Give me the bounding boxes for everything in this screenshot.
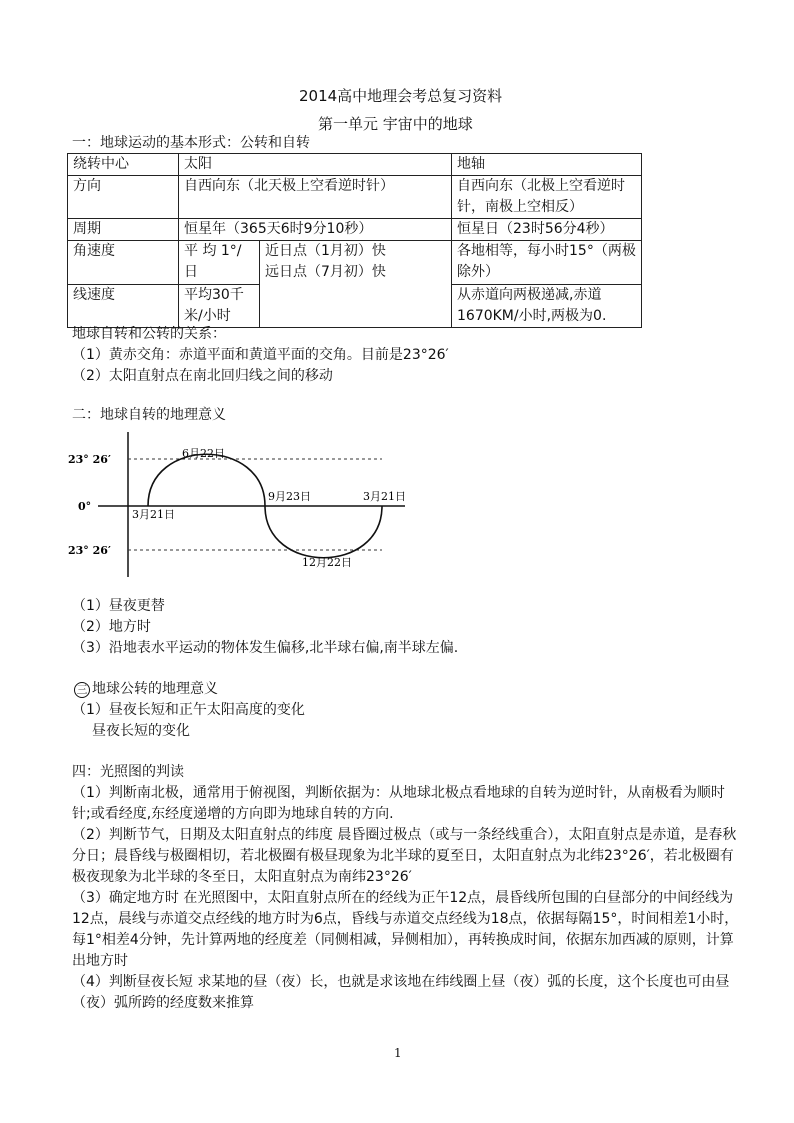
date-label-december: 12月22日 <box>302 556 352 569</box>
date-label-september: 9月23日 <box>268 490 311 503</box>
table-cell-perihelion <box>260 241 452 328</box>
section-2-item: （3）沿地表水平运动的物体发生偏移,北半球右偏,南半球左偏. <box>72 640 459 656</box>
perihelion-text: 近日点（1月初）快 <box>265 243 386 259</box>
document-title: 2014高中地理会考总复习资料 <box>299 87 503 105</box>
table-cell: 地轴 <box>452 154 642 176</box>
table-row <box>68 176 642 219</box>
date-label-june: 6月22日 <box>182 447 225 460</box>
section-3-number: 三 <box>74 682 90 698</box>
table-cell: 方向 <box>68 176 179 219</box>
table-cell: 恒星日（23时56分4秒） <box>452 219 642 241</box>
section-4-body <box>72 783 740 1014</box>
table-cell: 绕转中心 <box>68 154 179 176</box>
table-cell: 各地相等，每小时15°（两极除外） <box>452 241 642 285</box>
page-number: 1 <box>394 1046 402 1060</box>
table-cell: 恒星年（365天6时9分10秒） <box>179 219 452 241</box>
section-3-item: （1）昼夜长短和正午太阳高度的变化 <box>72 702 305 718</box>
date-label-march-end: 3月21日 <box>363 490 406 503</box>
table-row <box>68 241 642 285</box>
table-cell: 太阳 <box>179 154 452 176</box>
sun-direct-point-diagram <box>60 432 420 582</box>
section-3-title: 地球公转的地理意义 <box>92 681 218 697</box>
paragraph: （4）判断昼夜长短 求某地的昼（夜）长，也就是求该地在纬线圈上昼（夜）弧的长度，这个长度也可由昼（夜）弧所跨的经度数来推算 <box>72 974 730 1011</box>
paragraph: （2）判断节气，日期及太阳直射点的纬度 晨昏圈过极点（或与一条经线重合），太阳直射点是赤道，是春秋分日；晨昏线与极圈相切，若北极圈有极昼现象为北半球的夏至日，太阳直射点为北纬23°26′，若北极圈有极夜现象为北半球的冬至日，太阳直射点为南纬23°26′ <box>72 827 737 885</box>
relation-heading: 地球自转和公转的关系： <box>72 326 226 342</box>
section-2-item: （1）昼夜更替 <box>72 598 165 614</box>
table-cell: 从赤道向两极递减,赤道1670KM/小时,两极为0. <box>452 285 642 328</box>
section-2-item: （2）地方时 <box>72 619 151 635</box>
paragraph: （3）确定地方时 在光照图中，太阳直射点所在的经线为正午12点，晨昏线所包围的白昼部分的中间经线为12点，晨线与赤道交点经线的地方时为6点，昏线与赤道交点经线为18点，依据每隔15°，时间相差1小时，每1°相差4分钟，先计算两地的经度差（同侧相减，异侧相加），再转换成时间，依据东加西减的原则，计算出地方时 <box>72 890 739 969</box>
relation-item: （2）太阳直射点在南北回归线之间的移动 <box>72 368 333 384</box>
table-cell: 自西向东（北天极上空看逆时针） <box>179 176 452 219</box>
section-1-heading: 一：地球运动的基本形式：公转和自转 <box>72 135 310 151</box>
date-label-march: 3月21日 <box>132 508 175 521</box>
section-3-heading <box>74 679 218 700</box>
relation-item: （1）黄赤交角：赤道平面和黄道平面的交角。目前是23°26′ <box>72 347 449 363</box>
section-2-heading: 二：地球自转的地理意义 <box>72 407 226 423</box>
paragraph: （1）判断南北极，通常用于俯视图，判断依据为：从地球北极点看地球的自转为逆时针，从南极看为顺时针;或看经度,东经度递增的方向即为地球自转的方向. <box>72 785 725 822</box>
table-row <box>68 219 642 241</box>
motion-comparison-table <box>67 153 642 328</box>
table-header-row <box>68 154 642 176</box>
table-cell: 角速度 <box>68 241 179 285</box>
table-cell: 线速度 <box>68 285 179 328</box>
table-cell: 平 均 1°/日 <box>179 241 260 285</box>
unit-title: 第一单元 宇宙中的地球 <box>318 115 473 133</box>
table-cell: 周期 <box>68 219 179 241</box>
lat-south-label: 23° 26′ <box>68 544 111 557</box>
table-cell: 自西向东（北极上空看逆时针，南极上空相反） <box>452 176 642 219</box>
equator-label: 0° <box>78 500 92 513</box>
table-cell: 平均30千米/小时 <box>179 285 260 328</box>
aphelion-text: 远日点（7月初）快 <box>265 264 386 280</box>
section-4-heading: 四：光照图的判读 <box>72 764 184 780</box>
lat-north-label: 23° 26′ <box>68 453 111 466</box>
section-3-subitem: 昼夜长短的变化 <box>92 723 190 739</box>
